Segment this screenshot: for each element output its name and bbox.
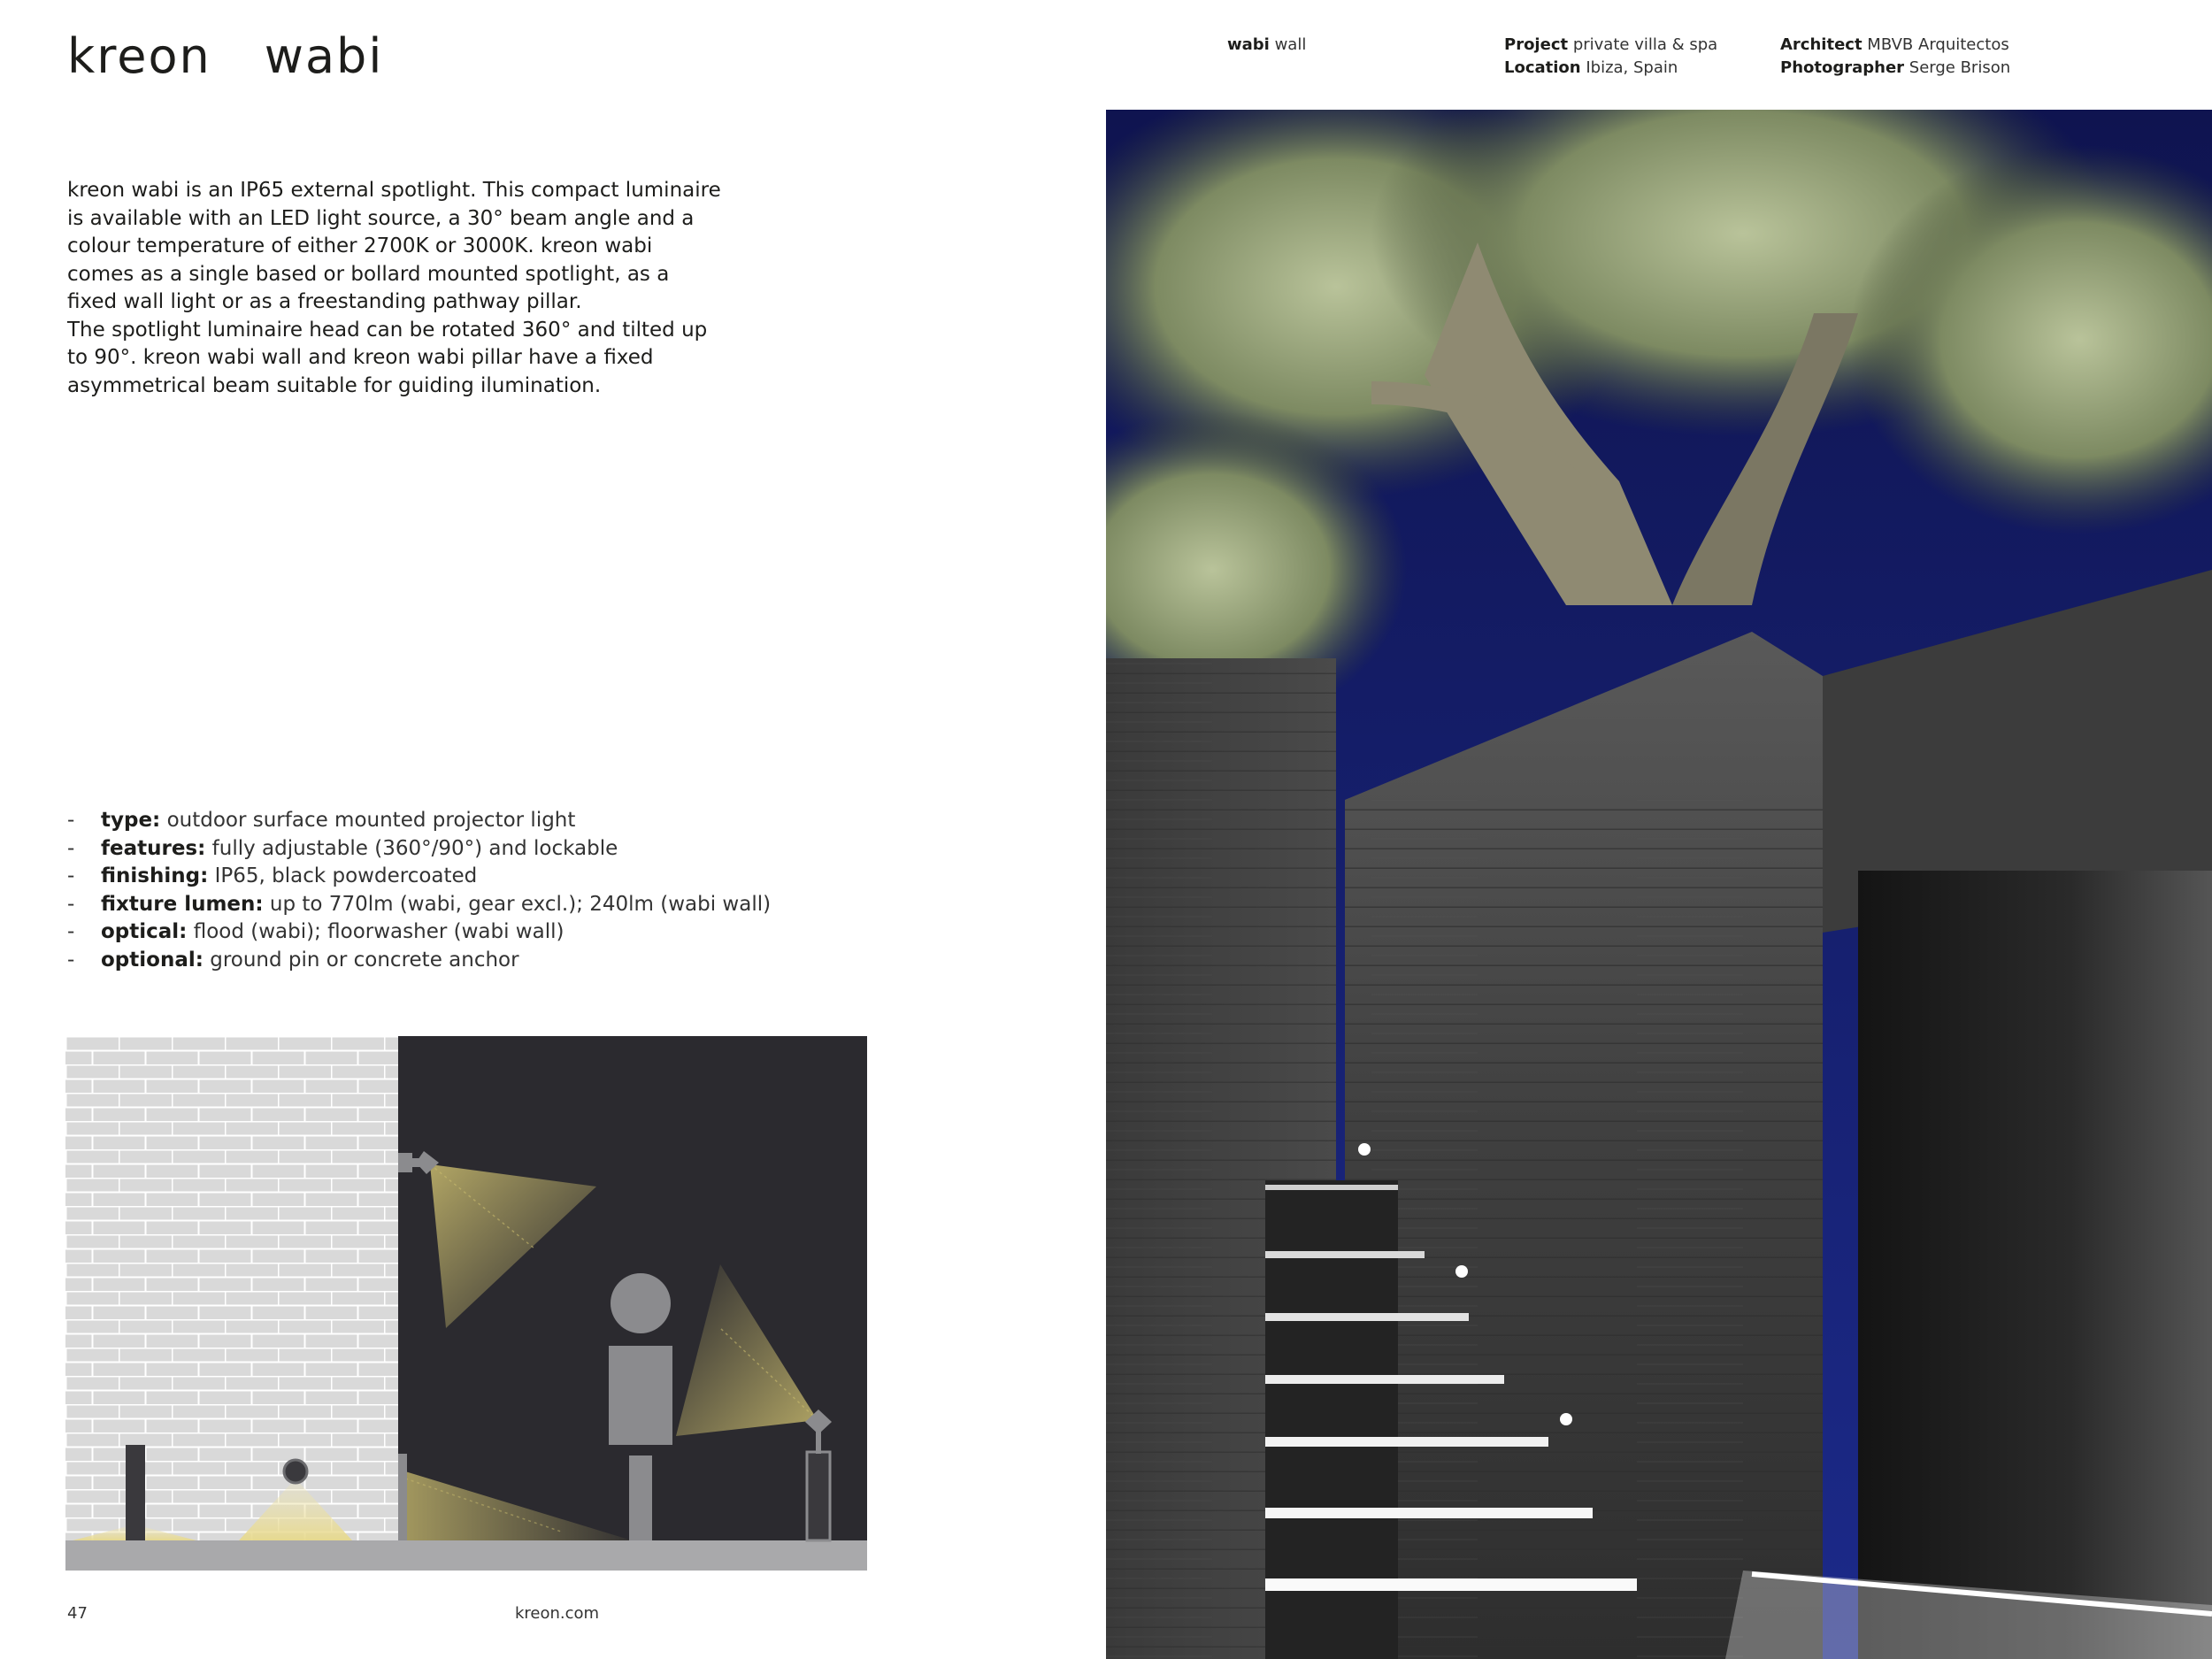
brick-wall [65,1036,398,1540]
ground [65,1540,867,1571]
spec-item: - type: outdoor surface mounted projector light [67,807,864,835]
brand-name: kreon [67,28,211,84]
intro-text [67,177,722,400]
project-line: Project private villa & spa [1504,35,1718,54]
intro-paragraph-2: The spotlight luminaire head can be rotated 360° and tilted up to 90°. kreon wabi wall and kreon wabi pillar have a fixed asymmetrical beam suitable for guiding ilumination. [67,318,708,397]
credits-info [1780,34,2010,80]
image-caption: wabi wall [1227,35,1307,54]
website-link[interactable]: kreon.com [515,1604,600,1623]
page-title [67,28,383,84]
project-info [1504,34,1717,80]
wall-light-icon [1358,1143,1371,1156]
bollard-light-icon [126,1445,145,1540]
page-number: 47 [67,1604,88,1623]
architect-line: Architect MBVB Arquitectos [1780,35,2009,54]
wall-light-icon [1455,1265,1468,1278]
spec-item: - finishing: IP65, black powdercoated [67,863,864,891]
spec-item: - fixture lumen: up to 770lm (wabi, gear excl.); 240lm (wabi wall) [67,891,864,919]
recessed-spot-icon [284,1460,307,1483]
application-diagram [65,1036,867,1571]
location-line: Location Ibiza, Spain [1504,58,1678,77]
spec-item: - features: fully adjustable (360°/90°) and lockable [67,835,864,864]
project-photo [1106,110,2212,1659]
wall-light-icon [1560,1413,1572,1425]
photographer-line: Photographer Serge Brison [1780,58,2011,77]
intro-paragraph-1: kreon wabi is an IP65 external spotlight. This compact luminaire is available with an LED light source, a 30° beam angle and a colour temperature of either 2700K or 3000K. kreon wabi comes as a single based or bollard mounted spotlight, as a fixed wall light or as a freestanding pathway pillar. [67,179,721,313]
floorwasher-icon [398,1454,407,1540]
spec-item: - optional: ground pin or concrete anchor [67,947,864,975]
product-name: wabi [264,28,384,84]
spec-item: - optical: flood (wabi); floorwasher (wabi wall) [67,918,864,947]
spec-list [67,807,864,974]
